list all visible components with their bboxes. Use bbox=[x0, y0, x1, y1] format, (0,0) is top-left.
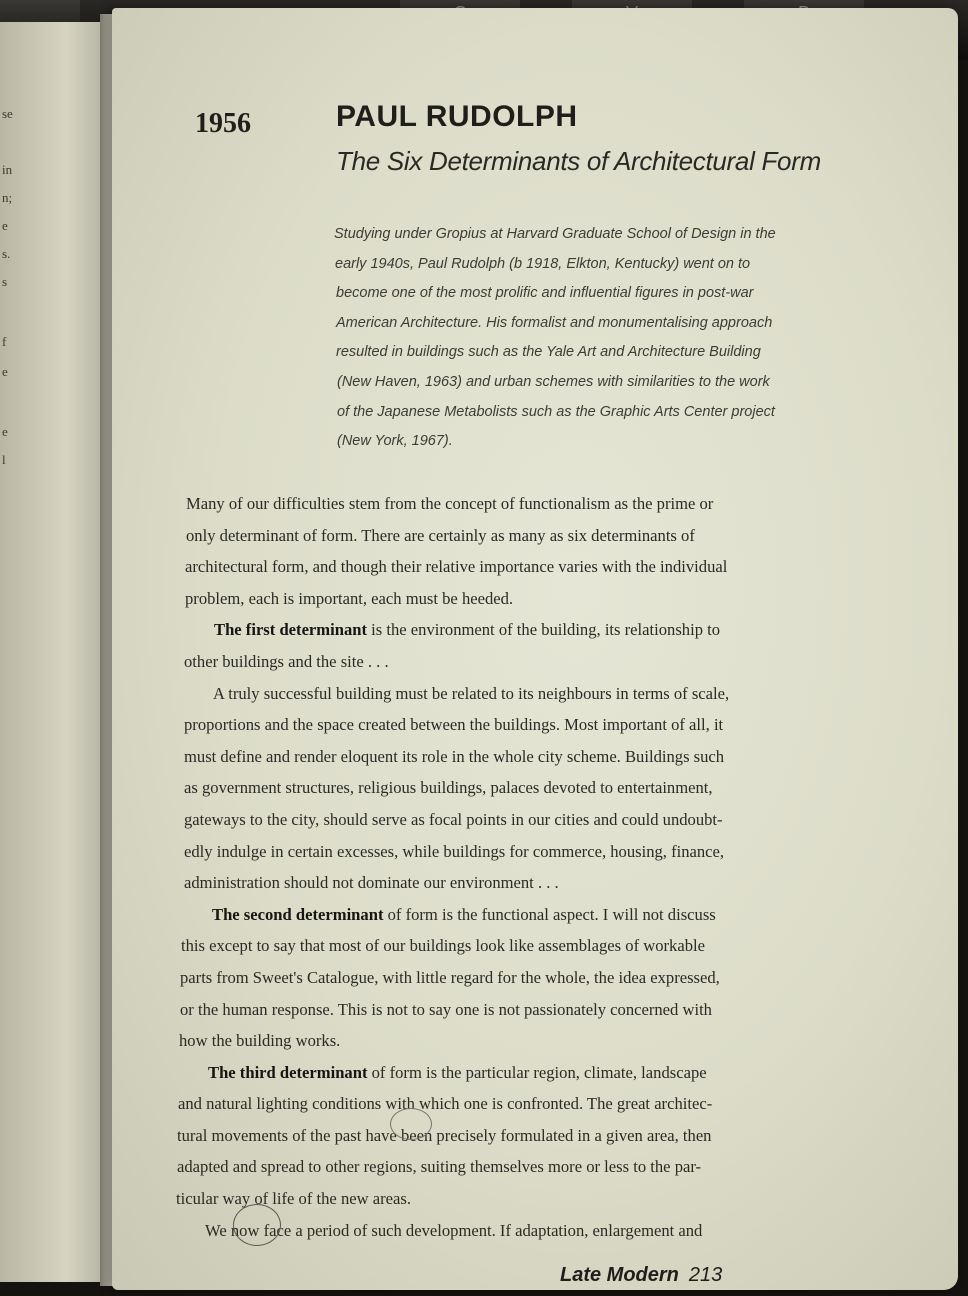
body-line: parts from Sweet's Catalogue, with little regard for the whole, the idea expressed, bbox=[180, 967, 720, 987]
intro-line: American Architecture. His formalist and monumentalising approach bbox=[336, 314, 773, 331]
intro-paragraph bbox=[332, 220, 902, 457]
body-line: We now face a period of such development. If adaptation, enlargement and bbox=[205, 1220, 703, 1240]
intro-line: resulted in buildings such as the Yale Art and Architecture Building bbox=[336, 344, 761, 361]
body-line: must define and render eloquent its role in the whole city scheme. Buildings such bbox=[184, 746, 725, 766]
pen-circle-mark bbox=[233, 1204, 281, 1246]
page-number: 213 bbox=[688, 1264, 723, 1286]
left-page-fragment: e bbox=[2, 218, 8, 233]
essay-title: The Six Determinants of Architectural Form bbox=[336, 146, 821, 176]
body-line: as government structures, religious buildings, palaces devoted to entertainment, bbox=[184, 778, 713, 798]
body-line: architectural form, and though their relative importance varies with the individual bbox=[185, 557, 728, 577]
body-line: and natural lighting conditions with which one is confronted. The great architec- bbox=[178, 1094, 713, 1114]
pen-circle-mark bbox=[390, 1108, 432, 1140]
left-page-fragment: in bbox=[2, 162, 13, 177]
intro-line: early 1940s, Paul Rudolph (b 1918, Elkton, Kentucky) went on to bbox=[335, 255, 751, 272]
left-page-fragment: s bbox=[2, 274, 8, 289]
intro-line: Studying under Gropius at Harvard Graduate School of Design in the bbox=[334, 226, 776, 242]
chapter-year: 1956 bbox=[195, 108, 251, 139]
intro-line: (New York, 1967). bbox=[337, 433, 453, 450]
essay-body bbox=[176, 488, 934, 1246]
body-line: Many of our difficulties stem from the concept of functionalism as the prime or bbox=[186, 494, 714, 513]
author-name: PAUL RUDOLPH bbox=[336, 100, 578, 133]
intro-line: of the Japanese Metabolists such as the Graphic Arts Center project bbox=[337, 403, 775, 420]
left-page-fragment: l bbox=[2, 452, 6, 467]
body-line: problem, each is important, each must be heeded. bbox=[185, 588, 514, 608]
body-line: or the human response. This is not to say one is not passionately concerned with bbox=[180, 999, 712, 1019]
section-name: Late Modern bbox=[560, 1264, 679, 1286]
first-determinant-label: The first determinant bbox=[214, 620, 368, 640]
intro-line: (New Haven, 1963) and urban schemes with similarities to the work bbox=[337, 373, 770, 390]
body-line: only determinant of form. There are certainly as many as six determinants of bbox=[186, 525, 695, 545]
left-page-fragment: n; bbox=[2, 190, 13, 205]
body-line bbox=[214, 614, 934, 646]
body-line bbox=[212, 899, 934, 931]
third-determinant-label: The third determinant bbox=[208, 1062, 368, 1082]
body-line: proportions and the space created between the buildings. Most important of all, it bbox=[184, 715, 724, 735]
body-line: this except to say that most of our buildings look like assemblages of workable bbox=[181, 936, 705, 956]
body-line-text: is the environment of the building, its relationship to bbox=[367, 620, 721, 640]
body-line: gateways to the city, should serve as focal points in our cities and could undoubt- bbox=[184, 809, 723, 829]
body-line: edly indulge in certain excesses, while buildings for commerce, housing, finance, bbox=[184, 841, 725, 861]
book-page bbox=[112, 8, 958, 1290]
left-page-fragment: s. bbox=[2, 246, 11, 261]
second-determinant-label: The second determinant bbox=[212, 904, 384, 924]
body-line: other buildings and the site . . . bbox=[184, 651, 389, 671]
left-page-fragment: se bbox=[2, 106, 13, 121]
body-line-text: of form is the particular region, climate, landscape bbox=[367, 1062, 707, 1082]
body-line: ticular way of life of the new areas. bbox=[176, 1189, 411, 1209]
left-page-fragment: e bbox=[2, 424, 8, 439]
body-line bbox=[208, 1057, 934, 1089]
body-line: A truly successful building must be related to its neighbours in terms of scale, bbox=[213, 683, 730, 703]
body-line-text: of form is the functional aspect. I will not discuss bbox=[383, 904, 716, 924]
page-footer bbox=[560, 1264, 722, 1287]
body-line: tural movements of the past have been precisely formulated in a given area, then bbox=[177, 1125, 712, 1145]
body-line: administration should not dominate our environment . . . bbox=[184, 873, 559, 893]
left-page-fragment: e bbox=[2, 364, 8, 379]
left-page-fragment: f bbox=[2, 334, 7, 349]
intro-line: become one of the most prolific and influential figures in post-war bbox=[336, 285, 754, 302]
body-line: adapted and spread to other regions, suiting themselves more or less to the par- bbox=[177, 1157, 702, 1177]
body-line: how the building works. bbox=[179, 1031, 341, 1051]
